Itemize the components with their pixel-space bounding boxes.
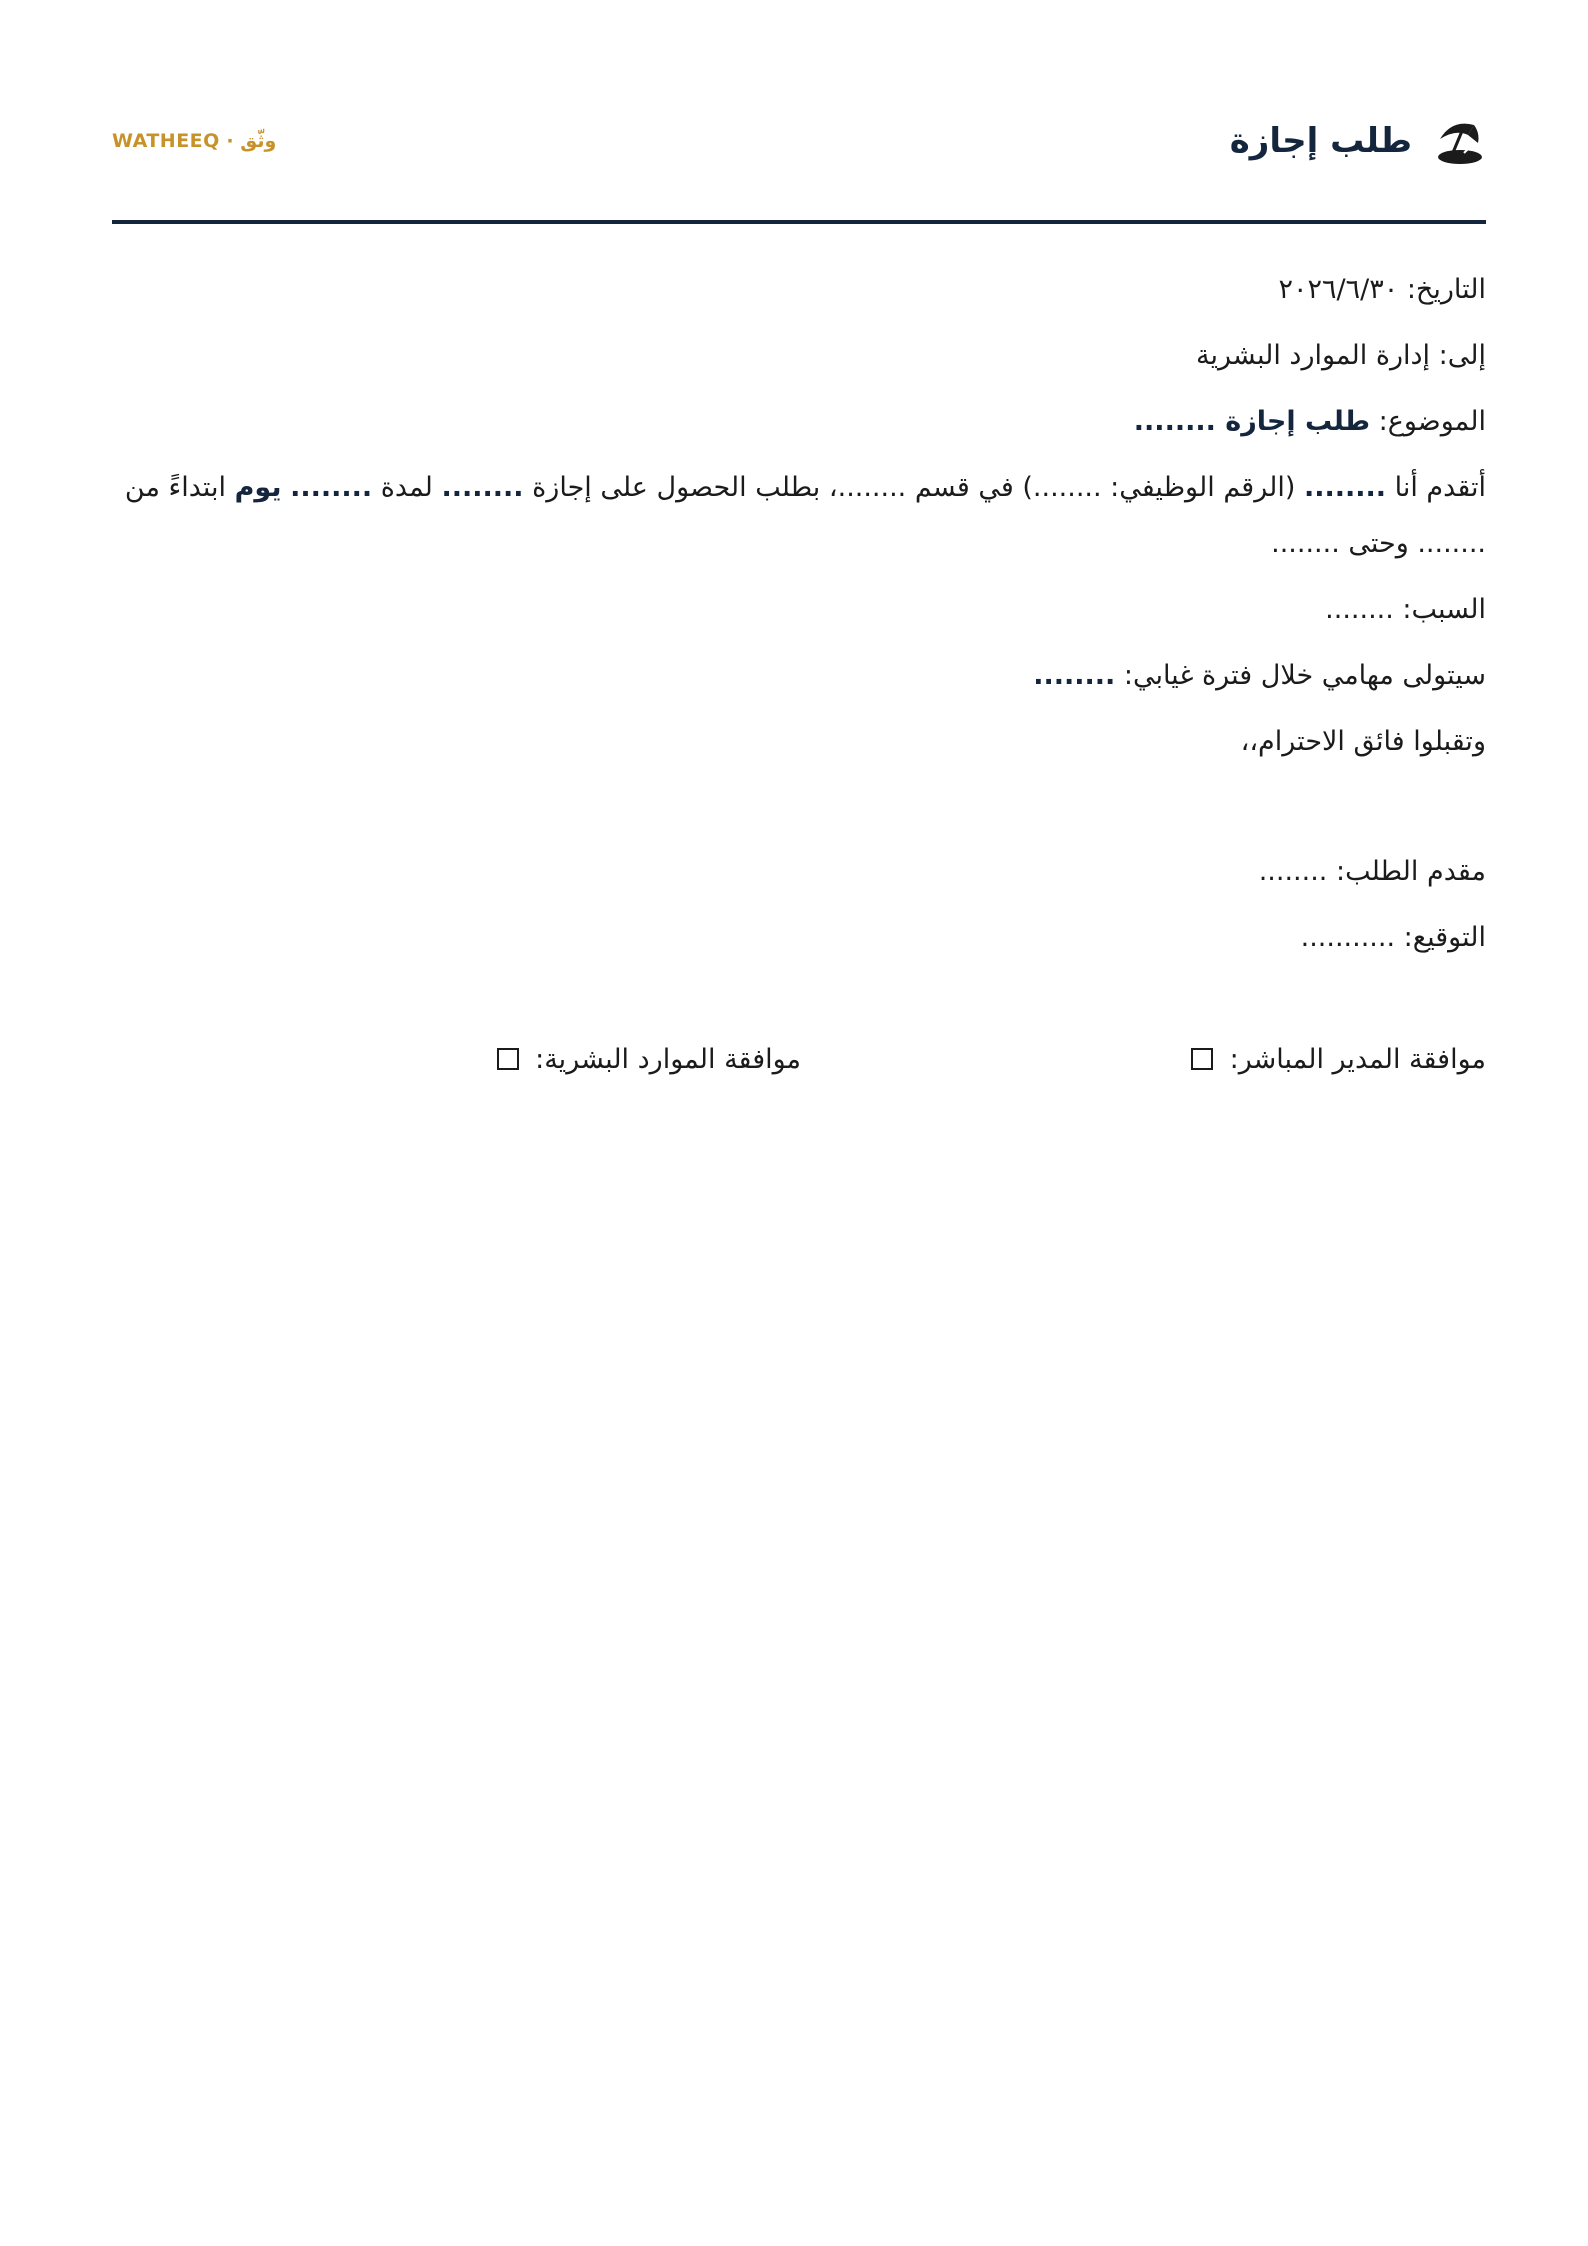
spacer	[112, 780, 1486, 844]
subject-label: الموضوع:	[1378, 406, 1486, 437]
para-text-1: أتقدم أنا	[1394, 472, 1486, 503]
applicant-value: ........	[1258, 856, 1328, 887]
hr-approval	[497, 1032, 802, 1088]
manager-approval-label: موافقة المدير المباشر:	[1229, 1044, 1486, 1075]
signature-line	[112, 910, 1486, 966]
day-word: يوم	[234, 472, 282, 503]
document-page	[112, 0, 1486, 2246]
reason-label: السبب:	[1402, 594, 1486, 625]
duration-blank: ........	[290, 472, 373, 503]
manager-approval-checkbox[interactable]	[1191, 1048, 1213, 1070]
delegate-label: سيتولى مهامي خلال فترة غيابي:	[1123, 660, 1486, 691]
applicant-label: مقدم الطلب:	[1335, 856, 1486, 887]
delegate-line	[112, 648, 1486, 704]
approvals-row	[112, 1032, 1486, 1088]
request-paragraph	[112, 460, 1486, 572]
para-text-4: ابتداءً من ........ وحتى ........	[124, 472, 1486, 559]
page-title: طلب إجازة	[1229, 121, 1412, 161]
applicant-line	[112, 844, 1486, 900]
employee-name-blank: ........	[1303, 472, 1387, 503]
signature-value: ...........	[1300, 922, 1396, 953]
spacer-2	[112, 976, 1486, 1032]
reason-value: ........	[1325, 594, 1394, 625]
letter-body	[112, 262, 1486, 1088]
subject-value: طلب إجازة ........	[1133, 406, 1371, 437]
reason-line	[112, 582, 1486, 638]
subject-line	[112, 394, 1486, 450]
para-text-2: (الرقم الوظيفي: ........) في قسم ........، بطلب الحصول على إجازة	[532, 472, 1296, 503]
manager-approval	[1191, 1032, 1486, 1088]
hr-approval-label: موافقة الموارد البشرية:	[535, 1044, 802, 1075]
delegate-value: ........	[1033, 660, 1116, 691]
brand-label: وثّق · WATHEEQ	[112, 130, 277, 152]
document-header	[112, 108, 1486, 174]
title-group	[1230, 115, 1486, 167]
closing-line: وتقبلوا فائق الاحترام،،	[1240, 726, 1486, 757]
beach-umbrella-icon	[1434, 115, 1486, 167]
hr-approval-checkbox[interactable]	[497, 1048, 519, 1070]
recipient-value: إدارة الموارد البشرية	[1195, 340, 1431, 371]
date-line	[112, 262, 1486, 318]
date-value: ٢٠٢٦/٦/٣٠	[1278, 274, 1399, 305]
para-text-3: لمدة	[380, 472, 433, 503]
leave-type-blank: ........	[441, 472, 524, 503]
header-divider	[112, 220, 1486, 224]
recipient-label: إلى:	[1438, 340, 1486, 371]
date-label: التاريخ:	[1406, 274, 1486, 305]
signature-label: التوقيع:	[1403, 922, 1486, 953]
recipient-line	[112, 328, 1486, 384]
